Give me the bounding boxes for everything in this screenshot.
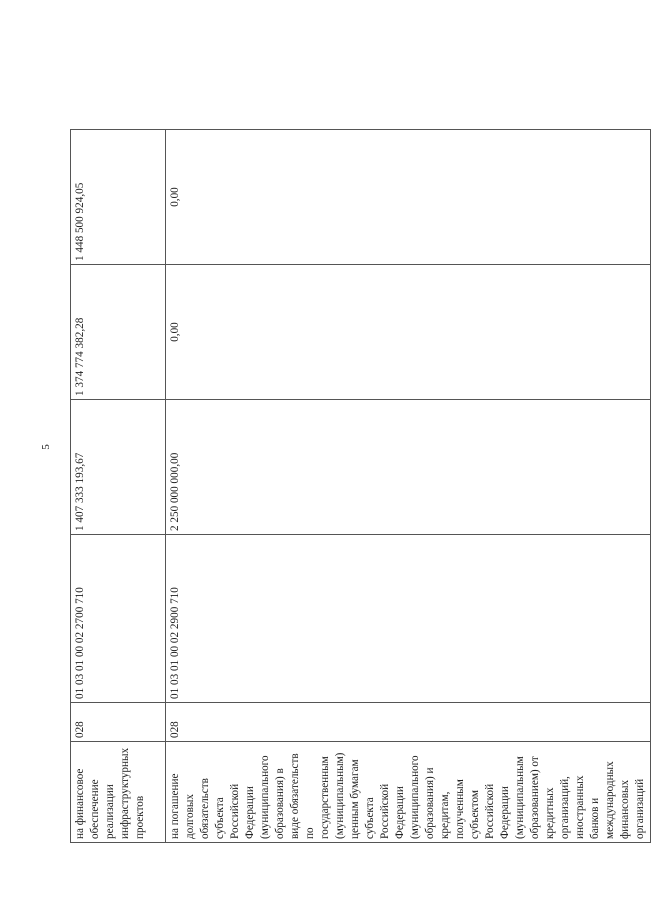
table-row (71, 130, 166, 843)
row-value-year-3: 0,00 (166, 130, 651, 265)
budget-sources-table (70, 129, 651, 843)
row-value-year-2: 1 374 774 382,28 (71, 265, 166, 400)
row-admin-code: 028 (71, 703, 166, 742)
table-row (166, 130, 651, 843)
row-admin-code: 028 (166, 703, 651, 742)
row-value-year-1: 2 250 000 000,00 (166, 400, 651, 535)
row-description: на финансовое обеспечение реализации инфраструктурных проектов (71, 742, 166, 843)
row-budget-code: 01 03 01 00 02 2900 710 (166, 535, 651, 703)
row-description: на погашение долговых обязательств субъекта Российской Федерации (муниципального образования) в виде обязательств по государственным (муниципальным) ценным бумагам субъекта Российской Федерации (муниципального образования) и кредитам, полученным субъектом Российской Федерации (муниципальным образованием) от кредитных организаций, иностранных банков и международных финансовых организаций (166, 742, 651, 843)
row-budget-code: 01 03 01 00 02 2700 710 (71, 535, 166, 703)
row-value-year-2: 0,00 (166, 265, 651, 400)
row-value-year-1: 1 407 333 193,67 (71, 400, 166, 535)
page-number: 5 (40, 444, 52, 450)
row-value-year-3: 1 448 500 924,05 (71, 130, 166, 265)
